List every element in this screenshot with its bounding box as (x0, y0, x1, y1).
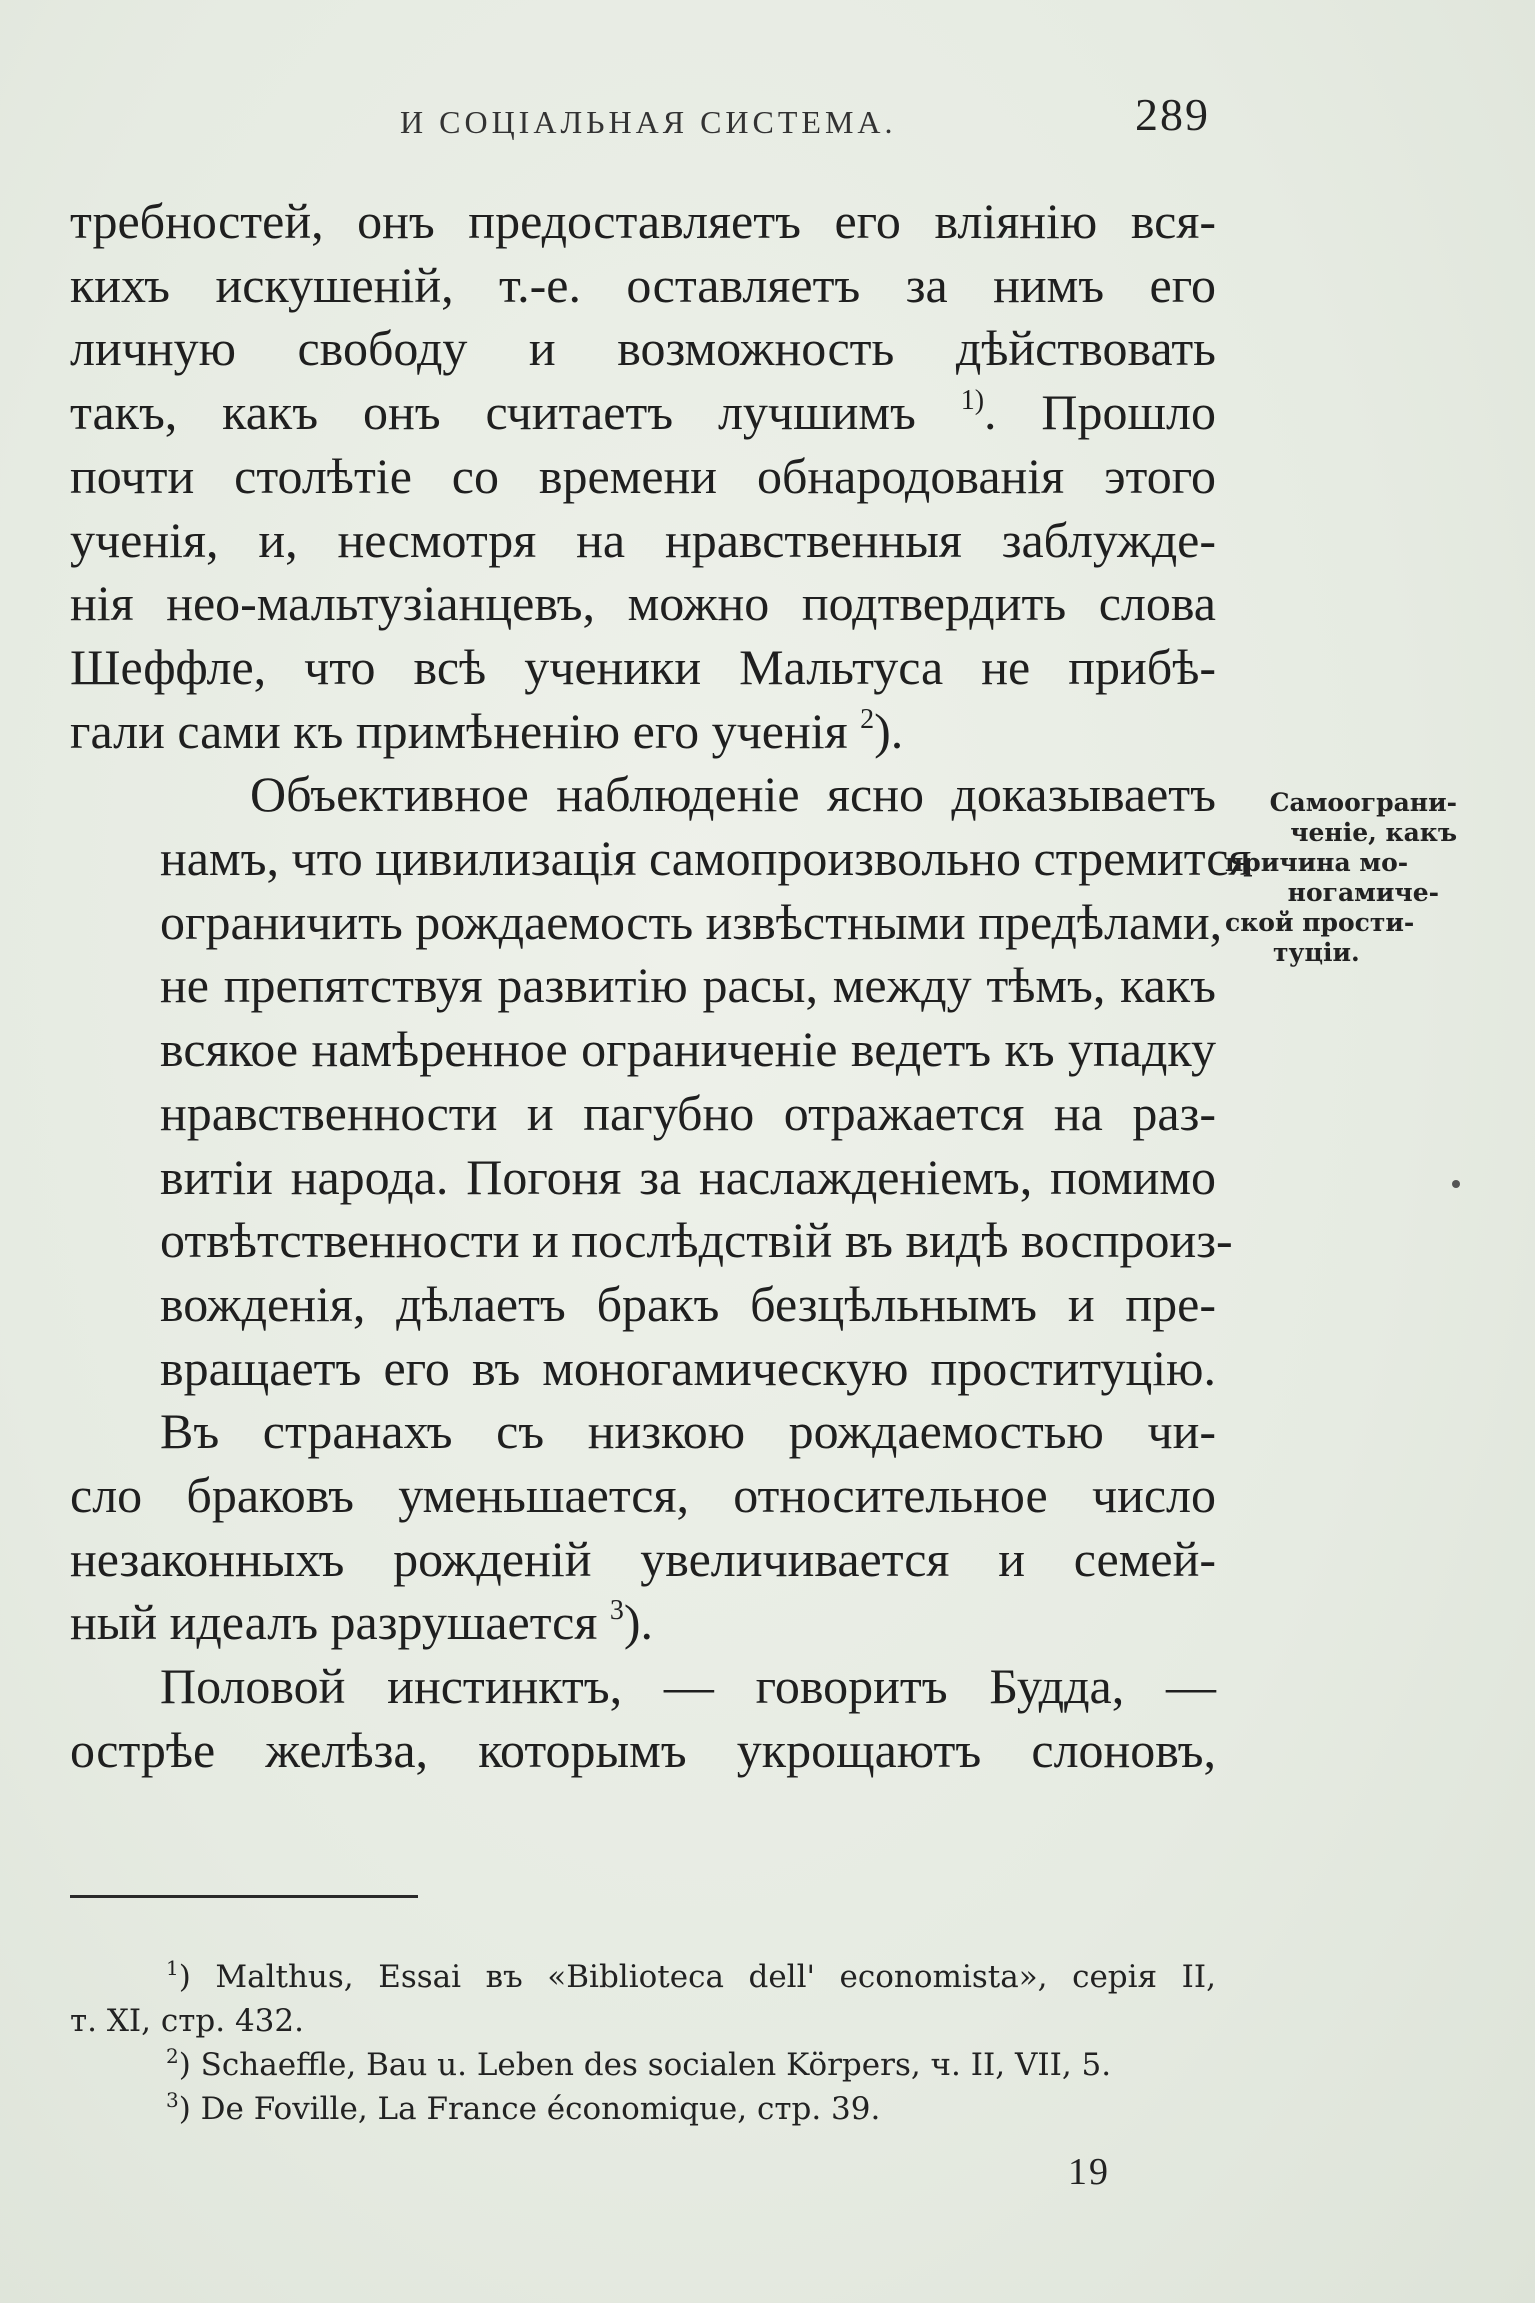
text-segment: ный идеалъ разрушается (70, 1594, 598, 1651)
paragraph-4 (70, 1655, 1216, 1782)
page-header (70, 86, 1210, 146)
footnote-3 (70, 2087, 1216, 2131)
footnote-rule (70, 1895, 418, 1898)
text-line: кихъ искушеній, т.-е. оставляетъ за нимъ его (70, 256, 1216, 313)
paper-speck (1452, 1180, 1460, 1188)
text-line: ученія, и, несмотря на нравственныя заблужде- (70, 511, 1216, 568)
footnote-ref-1: 1) (960, 385, 985, 417)
running-head: И СОЦІАЛЬНАЯ СИСТЕМА. (400, 104, 897, 140)
footnote-mark: 2 (166, 2044, 179, 2068)
text-line: витіи народа. Погоня за наслажденіемъ, помимо (160, 1148, 1216, 1205)
footnote-1 (70, 1955, 1216, 1999)
marginal-line: причина мо- (1225, 848, 1409, 877)
text-line: вожденія, дѣлаетъ бракъ безцѣльнымъ и пре- (160, 1275, 1216, 1332)
paragraph-1 (70, 190, 1216, 763)
marginal-note (1225, 788, 1457, 968)
text-segment: ). (623, 1594, 654, 1651)
text-line-with-note (70, 700, 1216, 764)
paragraph-3 (70, 1400, 1216, 1655)
marginal-line: ногамиче- (1287, 878, 1439, 907)
text-line: ограничить рождаемость извѣстными предѣлами, (160, 893, 1223, 950)
footnote-text: ) Schaeffle, Bau u. Leben des socialen Körpers, ч. II, VII, 5. (178, 2047, 1112, 2083)
footnotes (70, 1955, 1216, 2131)
text-line: незаконныхъ рожденій увеличивается и семей- (70, 1530, 1216, 1587)
marginal-line: ской прости- (1225, 908, 1415, 937)
text-line: всякое намѣренное ограниченіе ведетъ къ упадку (160, 1021, 1216, 1078)
footnote-2 (70, 2043, 1216, 2087)
text-segment: . Прошло (984, 384, 1216, 441)
footnote-text: ) Malthus, Essai въ «Biblioteca dell' economista», серія II, (178, 1959, 1216, 1995)
footnote-mark: 3 (166, 2088, 179, 2112)
text-line: Половой инстинктъ, — говоритъ Будда, — (160, 1658, 1216, 1715)
text-line: намъ, что цивилизація самопроизвольно стремится (160, 830, 1252, 887)
text-line: острѣе желѣза, которымъ укрощаютъ слоновъ, (70, 1721, 1216, 1778)
footnote-text: ) De Foville, La France économique, стр. 39. (178, 2091, 881, 2127)
text-line: Шеффле, что всѣ ученики Мальтуса не прибѣ- (70, 638, 1216, 695)
marginal-line: ченіе, какъ (1290, 818, 1457, 847)
footnote-mark: 1 (166, 1956, 179, 1980)
paragraph-2 (70, 763, 1252, 1400)
footnote-1-continuation: т. XI, стр. 432. (70, 2003, 304, 2039)
signature-mark: 19 (1068, 2151, 1110, 2193)
text-segment: ). (874, 702, 904, 759)
text-line: отвѣтственности и послѣдствій въ видѣ воспроиз- (160, 1212, 1233, 1269)
text-segment: такъ, какъ онъ считаетъ лучшимъ (70, 384, 916, 441)
text-line-with-note (70, 381, 1216, 445)
text-line: почти столѣтіе со времени обнародованія этого (70, 447, 1216, 504)
text-line: вращаетъ его въ моногамическую проституцію. (160, 1339, 1216, 1396)
marginal-line: Самоограни- (1269, 788, 1457, 817)
main-text (70, 190, 1252, 1783)
text-line: личную свободу и возможность дѣйствовать (70, 320, 1216, 377)
text-line: требностей, онъ предоставляетъ его вліянію вся- (70, 193, 1216, 249)
text-line: сло браковъ уменьшается, относительное число (70, 1467, 1216, 1524)
text-line: нія нео-мальтузіанцевъ, можно подтвердить слова (70, 575, 1216, 632)
text-line: не препятствуя развитію расы, между тѣмъ, какъ (160, 957, 1216, 1014)
footnote-ref-3: 3 (609, 1595, 624, 1627)
text-line: нравственности и пагубно отражается на раз- (160, 1084, 1216, 1141)
text-line: Въ странахъ съ низкою рождаемостью чи- (160, 1403, 1216, 1460)
page-number: 289 (1135, 89, 1210, 140)
text-line-with-note (70, 1591, 1216, 1655)
text-line: Объективное наблюденіе ясно доказываетъ (250, 766, 1216, 823)
marginal-line: туціи. (1273, 938, 1360, 967)
text-segment: гали сами къ примѣненію его ученія (70, 702, 848, 759)
footnote-ref-2: 2 (860, 703, 875, 735)
